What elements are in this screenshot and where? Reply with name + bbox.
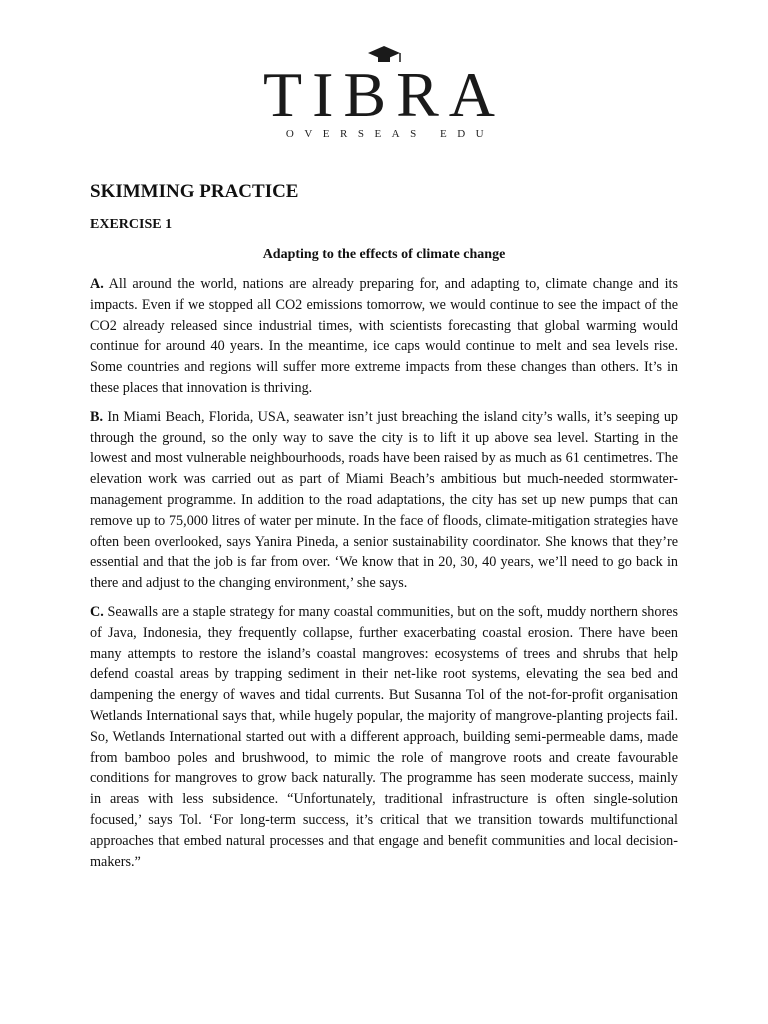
document-body [90, 178, 678, 880]
exercise-heading: EXERCISE 1 [90, 217, 173, 232]
paragraph-label: C. [90, 603, 104, 620]
logo-mark [254, 44, 514, 124]
page-heading: SKIMMING PRACTICE [90, 181, 299, 202]
paragraph-text: In Miami Beach, Florida, USA, seawater isn’t just breaching the island city’s walls, it’s seeping up through the ground, so the only way to save the city is to lift it up above sea level. Starting in the lowest and most vulnerable neighbourhoods, roads have been raised by as much as 61 centimetres. The elevation work was carried out as part of Miami Beach’s ambitious but much-needed stormwater-management programme. In addition to the road adaptations, the city has set up new pumps that can remove up to 75,000 litres of water per minute. In the face of floods, climate-mitigation strategies have often been overlooked, says Yanira Pineda, a senior sustainability coordinator. She knows that they’re essential and that the job is far from over. ‘We know that in 20, 30, 40 years, we’ll need to go back in there and adjust to the changing environment,’ she says. [90, 408, 679, 592]
paragraph-c [90, 602, 678, 872]
paragraph-b [90, 407, 678, 594]
paragraph-label: A. [90, 276, 104, 292]
brand-logo [0, 44, 768, 140]
article-title: Adapting to the effects of climate change [262, 247, 506, 262]
paragraph-label: B. [90, 408, 104, 425]
paragraph-text: All around the world, nations are already preparing for, and adapting to, climate change and its impacts. Even if we stopped all CO2 emissions tomorrow, we would continue to see the impact of the CO2 already released since industrial times, with scientists forecasting that global warming would continue for around 40 years. In the meantime, ice caps would continue to melt and sea levels rise. Some countries and regions will suffer more extreme impacts from these changes than others. It’s in these places that innovation is thriving. [90, 276, 679, 396]
brand-tagline: OVERSEAS EDU [285, 128, 495, 140]
paragraph-a [90, 274, 678, 399]
brand-wordmark: TIBRA [263, 59, 505, 124]
paragraph-text: Seawalls are a staple strategy for many coastal communities, but on the soft, muddy northern shores of Java, Indonesia, they frequently collapse, further exacerbating coastal erosion. There have been many attempts to restore the island’s coastal mangroves: ecosystems of trees and shrubs that help defend coastal areas by trapping sediment in their net-like root systems, elevating the sea bed and dampening the energy of waves and tidal currents. But Susanna Tol of the not-for-profit organisation Wetlands International says that, while hugely popular, the majority of mangrove-planting projects fail. So, Wetlands International started out with a different approach, building semi-permeable dams, made from bamboo poles and brushwood, to mimic the role of mangrove roots and create favourable conditions for mangroves to grow back naturally. The programme has seen moderate success, mainly in areas with less subsidence. “Unfortunately, traditional infrastructure is often single-solution focused,’ says Tol. ‘For long-term success, it’s critical that we transition towards multifunctional approaches that embed natural processes and that engage and benefit communities and local decision-makers.” [90, 603, 679, 870]
